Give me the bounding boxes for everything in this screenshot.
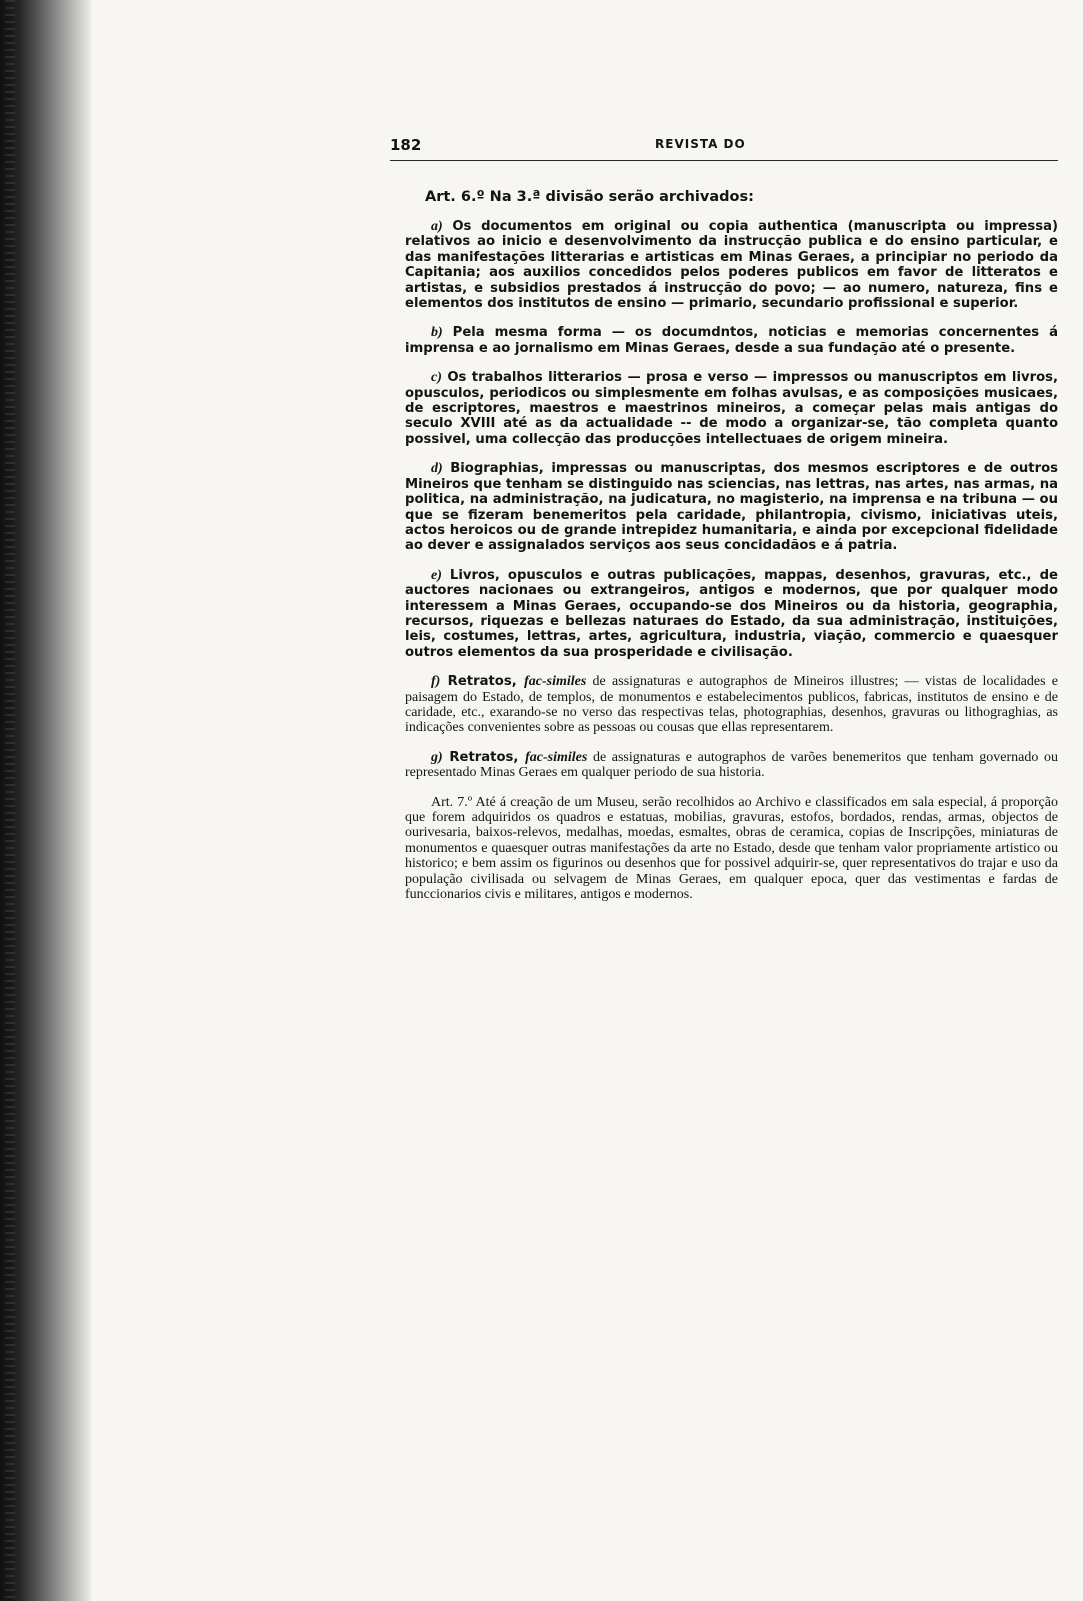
item-text: Livros, opusculos e outras publicações, mappas, desenhos, gravuras, etc., de auctores nacionaes ou extrangeiros, antigos e modernos, que por qualquer modo interessem a Minas Geraes, occupando-se dos Mineiros ou da historia, geographia, recursos, riquezas e bellezas naturaes do Estado, da sua administração, instituições, leis, costumes, lettras, artes, agricultura, industria, viação, commercio e quaesquer outros elementos da sua prosperidade e civilisação.: [405, 567, 1058, 660]
item-b: [405, 325, 1058, 356]
item-lead: Retratos,: [442, 749, 526, 765]
article-7-text: Art. 7.º Até á creação de um Museu, serão recolhidos ao Archivo e classificados em sala especial, á proporção que forem adquiridos os quadros e estatuas, mobilias, gravuras, estofos, bordados, rendas, armas, objectos de ourivesaria, baixos-relevos, medalhas, moedas, esmaltes, obras de ceramica, copias de Inscripções, miniaturas de monumentos e quaesquer outras manifestações da arte no Estado, desde que tenham valor propriamente artistico ou historico; e bem assim os figurinos ou desenhos que for possivel adquirir-se, quer representativos do trajar e uso da população civilisada ou selvagem de Minas Geraes, em qualquer epoca, quer das vestimentas e fardas de funccionarios civis e militares, antigos e modernos.: [405, 794, 1058, 903]
item-marker: a): [431, 219, 443, 234]
item-text: Os documentos em original ou copia authentica (manuscripta ou impressa) relativos ao inicio e desenvolvimento da instrucção publica e do ensino particular, e das manifestações litterarias e artisticas em Minas Geraes, a principiar no periodo da Capitania; aos auxilios concedidos pelos poderes publicos em favor de litteratos e artistas, e subsidios prestados á instrucção do povo; — ao numero, natureza, fins e elementos dos institutos de ensino — primario, secundario profissional e superior.: [405, 219, 1058, 312]
item-text: Biographias, impressas ou manuscriptas, dos mesmos escriptores e de outros Mineiros que tenham se distinguido nas sciencias, nas lettras, nas artes, nas armas, na politica, na administração, na judicatura, no magisterio, na imprensa e na tribuna — ou que se fizeram benemeritos pela caridade, philantropia, civismo, iniciativas uteis, actos heroicos ou de grande intrepidez humanitaria, e ainda por excepcional fidelidade ao dever e assignalados serviços aos seus concidadãos e á patria.: [405, 461, 1058, 554]
item-marker: b): [431, 325, 443, 341]
item-lead: Retratos,: [440, 674, 525, 690]
book-binding-edge: [0, 0, 92, 1601]
page-number: 182: [390, 136, 422, 154]
running-title: REVISTA DO: [655, 137, 746, 151]
item-marker: g): [431, 749, 443, 765]
item-marker: d): [431, 461, 443, 477]
item-f: [405, 674, 1058, 736]
item-e: [405, 568, 1058, 660]
item-text: de assignaturas e autographos de varões benemeritos que tenham governado ou representado Minas Geraes em qualquer periodo de sua historia.: [405, 749, 1058, 781]
item-emphasis: fac-similes: [524, 674, 587, 690]
item-marker: c): [431, 370, 442, 386]
article-7: [405, 795, 1058, 903]
item-text: de assignaturas e autographos de Mineiros illustres; — vistas de localidades e paisagem do Estado, de templos, de monumentos e estabelecimentos publicos, fabricas, institutos de ensino e de caridade, etc., exarando-se no verso das respectivas telas, photographias, desenhos, gravuras ou lithograghias, as indicações convenientes sobre as pessoas ou cousas que ellas representarem.: [405, 674, 1059, 736]
item-text: Os trabalhos litterarios — prosa e verso — impressos ou manuscriptos em livros, opusculos, periodicos ou simplesmente em folhas avulsas, e as composições musicaes, de escriptores, maestros e maestrinos mineiros, a começar pelas mais antigas do seculo XVIII até as da actualidade -- de modo a organizar-se, tão completa quanto possivel, uma collecção das producções intellectuaes de origem mineira.: [405, 370, 1058, 447]
item-marker: f): [431, 674, 441, 690]
item-marker: e): [431, 567, 442, 583]
item-text: Pela mesma forma — os documdntos, noticias e memorias concernentes á imprensa e ao jornalismo em Minas Geraes, desde a sua fundação até o presente.: [405, 325, 1058, 356]
item-g: [405, 750, 1058, 781]
item-a: [405, 219, 1058, 311]
item-emphasis: fac-similes: [525, 749, 588, 765]
item-d: [405, 461, 1058, 553]
article-6-heading: Art. 6.º Na 3.ª divisão serão archivados:: [425, 189, 754, 205]
item-c: [405, 370, 1058, 447]
page-content: [390, 132, 1059, 916]
binding-texture: [5, 0, 15, 1601]
running-head: [390, 132, 1058, 161]
